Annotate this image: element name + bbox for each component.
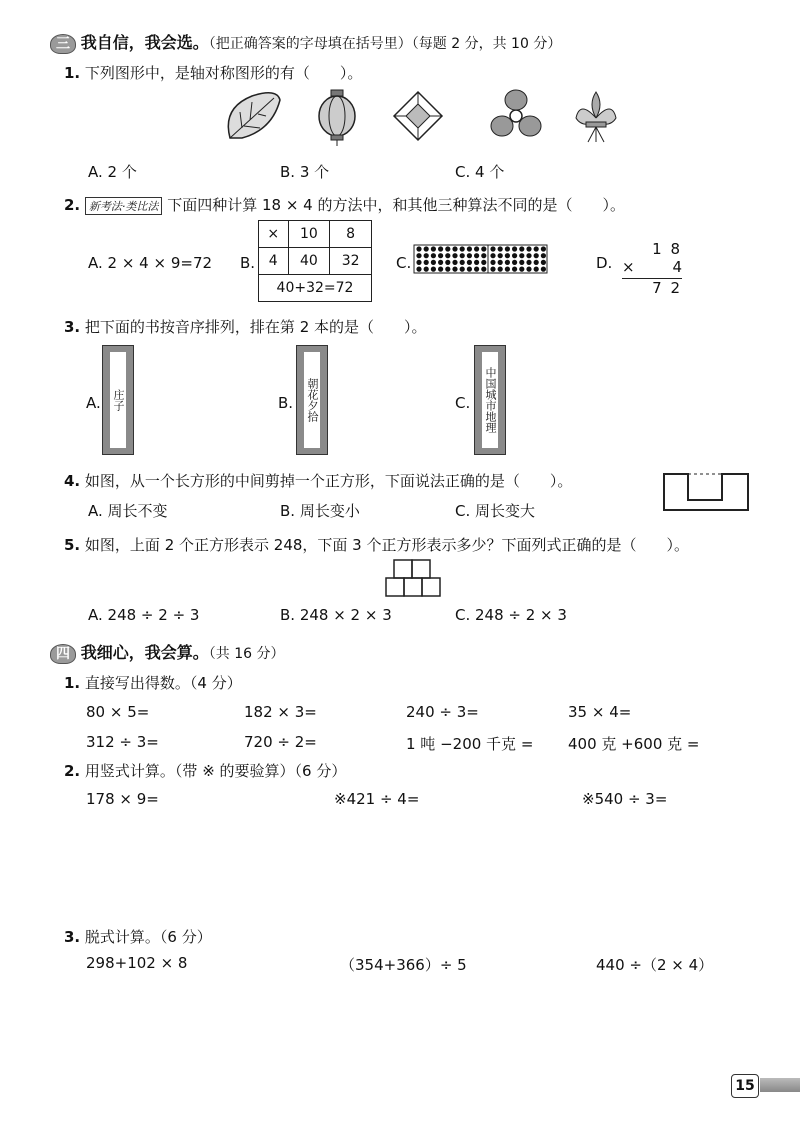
section-title: 我细心，我会算。 xyxy=(80,643,209,662)
dot xyxy=(452,246,457,251)
book-a xyxy=(102,345,134,455)
question-2 xyxy=(64,194,625,215)
q2-option-b-label: B. xyxy=(240,254,256,272)
section-badge: 三 xyxy=(50,34,76,54)
dot xyxy=(460,260,465,265)
dot xyxy=(416,246,421,251)
dot xyxy=(474,253,479,258)
dot xyxy=(498,246,503,251)
q1-figures xyxy=(222,88,622,146)
question-number: 2. xyxy=(64,762,81,780)
dot xyxy=(498,260,503,265)
question-number: 4. xyxy=(64,472,81,490)
q5-option-b: B. 248 × 2 × 3 xyxy=(280,606,392,624)
q5-option-a: A. 248 ÷ 2 ÷ 3 xyxy=(88,606,200,624)
step-calc-item: 298+102 × 8 xyxy=(86,954,188,972)
book-title: 中国城市地理 xyxy=(482,352,498,448)
leaf-figure xyxy=(228,93,280,138)
dot xyxy=(416,253,421,258)
grid-cell: 10 xyxy=(288,221,330,248)
grid-cell: 4 xyxy=(259,248,289,275)
oral-calc-item: 35 × 4= xyxy=(568,703,632,721)
dot xyxy=(438,253,443,258)
dot xyxy=(452,253,457,258)
book-title: 朝花夕拾 xyxy=(304,352,320,448)
dot xyxy=(424,260,429,265)
dot xyxy=(526,246,531,251)
question-text: 把下面的书按音序排列，排在第 2 本的是（ ）。 xyxy=(84,318,427,336)
book-title: 庄子 xyxy=(110,352,126,448)
dot xyxy=(467,253,472,258)
grid-sum: 40+32=72 xyxy=(259,275,372,302)
dot xyxy=(460,246,465,251)
dot xyxy=(541,260,546,265)
dot xyxy=(424,246,429,251)
question-text: 下列图形中，是轴对称图形的有（ ）。 xyxy=(84,64,363,82)
question-number: 2. xyxy=(64,196,81,214)
grid-cell: × xyxy=(259,221,289,248)
dot xyxy=(438,260,443,265)
q4-option-c: C. 周长变大 xyxy=(455,502,536,520)
question-number: 1. xyxy=(64,64,81,82)
grid-cell: 8 xyxy=(330,221,372,248)
oral-calc-item: 720 ÷ 2= xyxy=(244,733,317,751)
dot xyxy=(474,260,479,265)
step-calc-item: （354+366）÷ 5 xyxy=(340,956,467,974)
page-number: 15 xyxy=(731,1074,759,1098)
dot xyxy=(416,260,421,265)
dot xyxy=(541,253,546,258)
dot xyxy=(505,267,510,272)
dot xyxy=(519,260,524,265)
q4-option-a: A. 周长不变 xyxy=(88,502,168,520)
q3-option-b-label: B. xyxy=(278,394,294,412)
dot xyxy=(467,260,472,265)
dot xyxy=(445,267,450,272)
section-badge: 四 xyxy=(50,644,76,664)
q3-option-a-label: A. xyxy=(86,394,101,412)
step-calc-item: 440 ÷（2 × 4） xyxy=(596,956,714,974)
dot xyxy=(505,246,510,251)
dot xyxy=(505,260,510,265)
dot xyxy=(452,267,457,272)
dot xyxy=(438,267,443,272)
oral-calc-item: 312 ÷ 3= xyxy=(86,733,159,751)
dot xyxy=(541,246,546,251)
dot xyxy=(534,267,539,272)
dot xyxy=(431,260,436,265)
dot xyxy=(481,253,486,258)
dot xyxy=(438,246,443,251)
dot xyxy=(490,253,495,258)
dot xyxy=(445,253,450,258)
oral-calc-item: 1 吨 −200 千克 = xyxy=(406,735,534,753)
dot xyxy=(474,267,479,272)
question-number: 3. xyxy=(64,318,81,336)
question-5 xyxy=(64,534,689,555)
vertical-second: 4 xyxy=(672,258,682,276)
question-text: 用竖式计算。（带 ※ 的要验算）（6 分） xyxy=(84,762,347,780)
question-tag: 新考法·类比法 xyxy=(85,197,163,215)
vertical-top: 1 8 xyxy=(652,240,682,258)
dot xyxy=(534,260,539,265)
question-text: 下面四种计算 18 × 4 的方法中，和其他三种算法不同的是（ ）。 xyxy=(167,196,625,214)
dot xyxy=(519,246,524,251)
section-title: 我自信，我会选。 xyxy=(80,33,209,52)
page-tab-decoration xyxy=(760,1078,800,1092)
section-note: （共 16 分） xyxy=(208,646,285,662)
question-number: 3. xyxy=(64,928,81,946)
q1-option-a: A. 2 个 xyxy=(88,163,137,181)
vertical-multiplication xyxy=(622,240,682,297)
dot xyxy=(467,267,472,272)
question-text: 直接写出得数。（4 分） xyxy=(84,674,242,692)
dot xyxy=(512,246,517,251)
oral-calc-item: 182 × 3= xyxy=(244,703,317,721)
dot xyxy=(460,267,465,272)
oral-calc-item: 80 × 5= xyxy=(86,703,150,721)
propeller-figure xyxy=(491,90,541,136)
dot xyxy=(481,246,486,251)
question-1 xyxy=(64,62,362,83)
section-note: （把正确答案的字母填在括号里）（每题 2 分，共 10 分） xyxy=(208,36,562,52)
calc-question-3 xyxy=(64,926,212,947)
oral-calc-item: 240 ÷ 3= xyxy=(406,703,479,721)
dot-array-figure xyxy=(413,244,548,274)
calc-question-2 xyxy=(64,760,346,781)
book-b xyxy=(296,345,328,455)
question-text: 如图，从一个长方形的中间剪掉一个正方形，下面说法正确的是（ ）。 xyxy=(84,472,573,490)
dot xyxy=(445,246,450,251)
q5-squares-figure xyxy=(384,558,444,598)
vertical-result: 7 2 xyxy=(622,278,682,297)
question-3 xyxy=(64,316,427,337)
question-text: 如图，上面 2 个正方形表示 248，下面 3 个正方形表示多少？下面列式正确的是（ ）。 xyxy=(84,536,689,554)
dot xyxy=(431,253,436,258)
dot xyxy=(526,253,531,258)
q3-option-c-label: C. xyxy=(455,394,471,412)
oral-calc-item: 400 克 +600 克 = xyxy=(568,735,700,753)
dot xyxy=(498,253,503,258)
vertical-calc-item: 178 × 9= xyxy=(86,790,159,808)
q2-option-c-label: C. xyxy=(396,254,412,272)
question-4 xyxy=(64,470,572,491)
q2-grid-table xyxy=(258,220,372,302)
grid-cell: 32 xyxy=(330,248,372,275)
question-number: 5. xyxy=(64,536,81,554)
dot xyxy=(498,267,503,272)
q1-option-c: C. 4 个 xyxy=(455,163,505,181)
dot xyxy=(519,253,524,258)
dot xyxy=(541,267,546,272)
section-4-header xyxy=(50,640,285,664)
dot xyxy=(490,267,495,272)
dot xyxy=(424,253,429,258)
multiply-sign: × xyxy=(622,258,635,276)
question-text: 脱式计算。（6 分） xyxy=(84,928,212,946)
section-3-header xyxy=(50,30,561,54)
dot xyxy=(490,246,495,251)
dot xyxy=(445,260,450,265)
dot xyxy=(526,260,531,265)
dot xyxy=(460,253,465,258)
question-number: 1. xyxy=(64,674,81,692)
q4-cut-rectangle-figure xyxy=(662,472,750,512)
dot xyxy=(512,253,517,258)
dot xyxy=(452,260,457,265)
dot xyxy=(505,253,510,258)
vertical-calc-item: ※540 ÷ 3= xyxy=(582,790,668,808)
knot-figure xyxy=(394,92,442,140)
dot xyxy=(467,246,472,251)
dot xyxy=(416,267,421,272)
dot xyxy=(481,260,486,265)
fleur-figure xyxy=(576,92,616,142)
dot xyxy=(519,267,524,272)
dot xyxy=(431,267,436,272)
lantern-figure xyxy=(319,90,355,146)
grid-cell: 40 xyxy=(288,248,330,275)
dot xyxy=(481,267,486,272)
dot xyxy=(474,246,479,251)
q5-option-c: C. 248 ÷ 2 × 3 xyxy=(455,606,567,624)
book-c xyxy=(474,345,506,455)
dot xyxy=(490,260,495,265)
calc-question-1 xyxy=(64,672,242,693)
dot xyxy=(534,246,539,251)
q4-option-b: B. 周长变小 xyxy=(280,502,360,520)
dot xyxy=(526,267,531,272)
dot xyxy=(512,267,517,272)
q2-option-d-label: D. xyxy=(596,254,613,272)
dot xyxy=(534,253,539,258)
dot xyxy=(424,267,429,272)
dot xyxy=(512,260,517,265)
q1-option-b: B. 3 个 xyxy=(280,163,330,181)
q2-option-a: A. 2 × 4 × 9=72 xyxy=(88,254,213,272)
vertical-calc-item: ※421 ÷ 4= xyxy=(334,790,420,808)
dot xyxy=(431,246,436,251)
